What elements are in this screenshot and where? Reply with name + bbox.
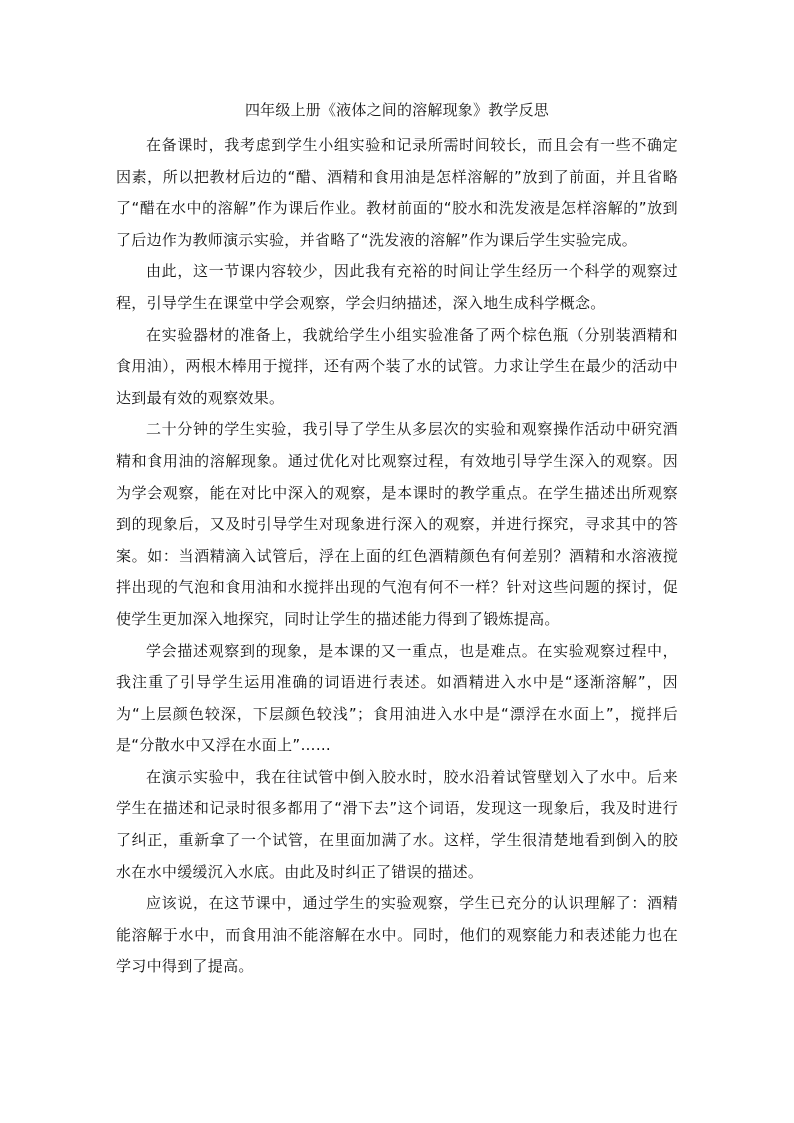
paragraph-1: 在备课时，我考虑到学生小组实验和记录所需时间较长，而且会有一些不确定因素，所以把教材后边的“醋、酒精和食用油是怎样溶解的”放到了前面，并且省略了“醋在水中的溶解”作为课后作业。教材前面的“胶水和洗发液是怎样溶解的”放到了后边作为教师演示实验，并省略了“洗发液的溶解”作为课后学生实验完成。 — [116, 136, 678, 249]
paragraph-4: 二十分钟的学生实验，我引导了学生从多层次的实验和观察操作活动中研究酒精和食用油的溶解现象。通过优化对比观察过程，有效地引导学生深入的观察。因为学会观察，能在对比中深入的观察，是本课时的教学重点。在学生描述出所观察到的现象后，又及时引导学生对现象进行深入的观察，并进行探究，寻求其中的答案。如：当酒精滴入试管后，浮在上面的红色酒精颜色有何差别？酒精和水溶液搅拌出现的气泡和食用油和水搅拌出现的气泡有何不一样？针对这些问题的探讨，促使学生更加深入地探究，同时让学生的描述能力得到了锻炼提高。 — [116, 420, 678, 628]
document-title: 四年级上册《液体之间的溶解现象》教学反思 — [244, 101, 549, 119]
document-body — [116, 130, 678, 983]
paragraph-2: 由此，这一节课内容较少，因此我有充裕的时间让学生经历一个科学的观察过程，引导学生在课堂中学会观察，学会归纳描述，深入地生成科学概念。 — [116, 262, 678, 312]
paragraph-6: 在演示实验中，我在往试管中倒入胶水时，胶水沿着试管壁划入了水中。后来学生在描述和记录时很多都用了“滑下去”这个词语，发现这一现象后，我及时进行了纠正，重新拿了一个试管，在里面加满了水。这样，学生很清楚地看到倒入的胶水在水中缓缓沉入水底。由此及时纠正了错误的描述。 — [116, 767, 678, 881]
paragraph-7: 应该说，在这节课中，通过学生的实验观察，学生已充分的认识理解了：酒精能溶解于水中，而食用油不能溶解在水中。同时，他们的观察能力和表述能力也在学习中得到了提高。 — [116, 894, 678, 976]
paragraph-3: 在实验器材的准备上，我就给学生小组实验准备了两个棕色瓶（分别装酒精和食用油），两根木棒用于搅拌，还有两个装了水的试管。力求让学生在最少的活动中达到最有效的观察效果。 — [116, 325, 678, 407]
paragraph-5: 学会描述观察到的现象，是本课的又一重点，也是难点。在实验观察过程中，我注重了引导学生运用准确的词语进行表述。如酒精进入水中是“逐渐溶解”，因为“上层颜色较深，下层颜色较浅”；食用油进入水中是“漂浮在水面上”，搅拌后是“分散水中又浮在水面上”…… — [116, 641, 678, 755]
